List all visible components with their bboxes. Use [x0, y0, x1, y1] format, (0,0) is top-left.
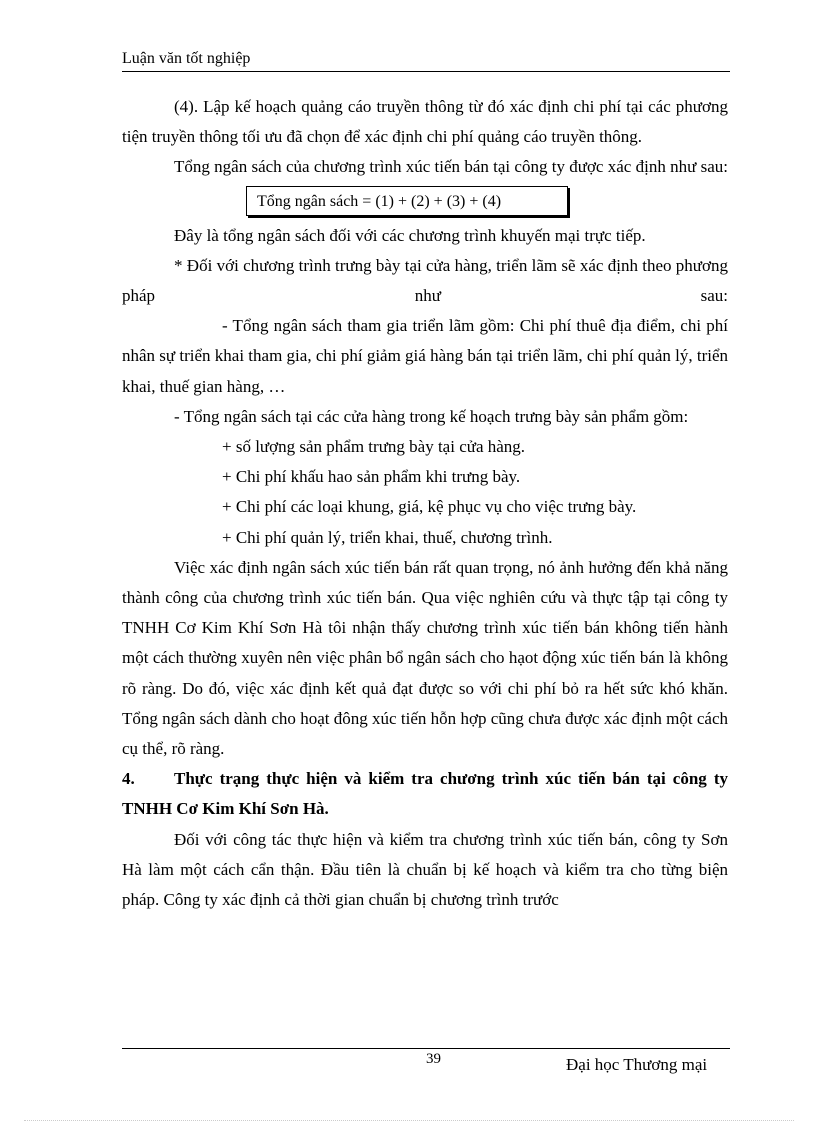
list-item: + số lượng sản phẩm trưng bày tại cửa hàng. — [222, 437, 526, 457]
paragraph-store-budget: - Tổng ngân sách tại các cửa hàng trong kế hoạch trưng bày sản phẩm gồm: — [174, 406, 689, 426]
page-body — [122, 92, 728, 915]
section-heading — [122, 764, 728, 824]
list-item: + Chi phí các loại khung, giá, kệ phục vụ cho việc trưng bày. — [222, 497, 637, 517]
section-heading-number: 4. — [122, 769, 135, 789]
footer-rule — [122, 1048, 730, 1049]
page-edge — [24, 1120, 794, 1121]
paragraph-exhibition-budget: - Tổng ngân sách tham gia triển lãm gồm: Chi phí thuê địa điểm, chi phí nhân sự triển khai tham gia, chi phí giảm giá hàng bán tại triển lãm, chi phí quản lý, triển khai, thuế gian hàng, … — [122, 316, 728, 396]
list-item: + Chi phí khấu hao sản phẩm khi trưng bày. — [222, 467, 521, 487]
paragraph-display-method: * Đối với chương trình trưng bày tại cửa hàng, triển lãm sẽ xác định theo phương pháp như sau: — [122, 255, 728, 306]
formula-box: Tổng ngân sách = (1) + (2) + (3) + (4) — [246, 186, 568, 216]
paragraph-direct-promo: Đây là tổng ngân sách đối với các chương trình khuyến mại trực tiếp. — [174, 225, 646, 245]
paragraph-total-budget-intro: Tổng ngân sách của chương trình xúc tiến bán tại công ty được xác định như sau: — [174, 157, 728, 177]
paragraph-cost-item-4: (4). Lập kế hoạch quảng cáo truyền thông từ đó xác định chi phí tại các phương tiện truyền thông tối ưu đã chọn để xác định chi phí quảng cáo truyền thông. — [122, 97, 728, 147]
formula-container — [122, 183, 728, 221]
footer-text: Đại học Thương mại — [566, 1055, 708, 1074]
page-number: 39 — [426, 1051, 441, 1067]
paragraph-implementation: Đối với công tác thực hiện và kiểm tra chương trình xúc tiến bán, công ty Sơn Hà làm một cách cẩn thận. Đầu tiên là chuẩn bị kế hoạch và kiểm tra cho từng biện pháp. Công ty xác định cả thời gian chuẩn bị chương trình trước — [122, 829, 728, 910]
header-rule — [122, 71, 730, 72]
header-title: Luận văn tốt nghiệp — [122, 50, 251, 67]
list-item: + Chi phí quản lý, triển khai, thuế, chương trình. — [222, 527, 553, 547]
section-heading-text: Thực trạng thực hiện và kiểm tra chương trình xúc tiến bán tại công ty TNHH Cơ Kim Khí Sơn Hà. — [122, 769, 728, 819]
paragraph-budget-importance: Việc xác định ngân sách xúc tiến bán rất quan trọng, nó ảnh hưởng đến khả năng thành công của chương trình xúc tiến bán. Qua việc nghiên cứu và thực tập tại công ty TNHH Cơ Kim Khí Sơn Hà tôi nhận thấy chương trình xúc tiến bán không tiến hành một cách thường xuyên nên việc phân bổ ngân sách cho hạot động xúc tiến bán là không rõ ràng. Do đó, việc xác định kết quả đạt được so với chi phí bỏ ra hết sức khó khăn. Tổng ngân sách dành cho hoạt đông xúc tiến hỗn hợp cũng chưa được xác định một cách cụ thể, rõ ràng. — [122, 557, 728, 759]
